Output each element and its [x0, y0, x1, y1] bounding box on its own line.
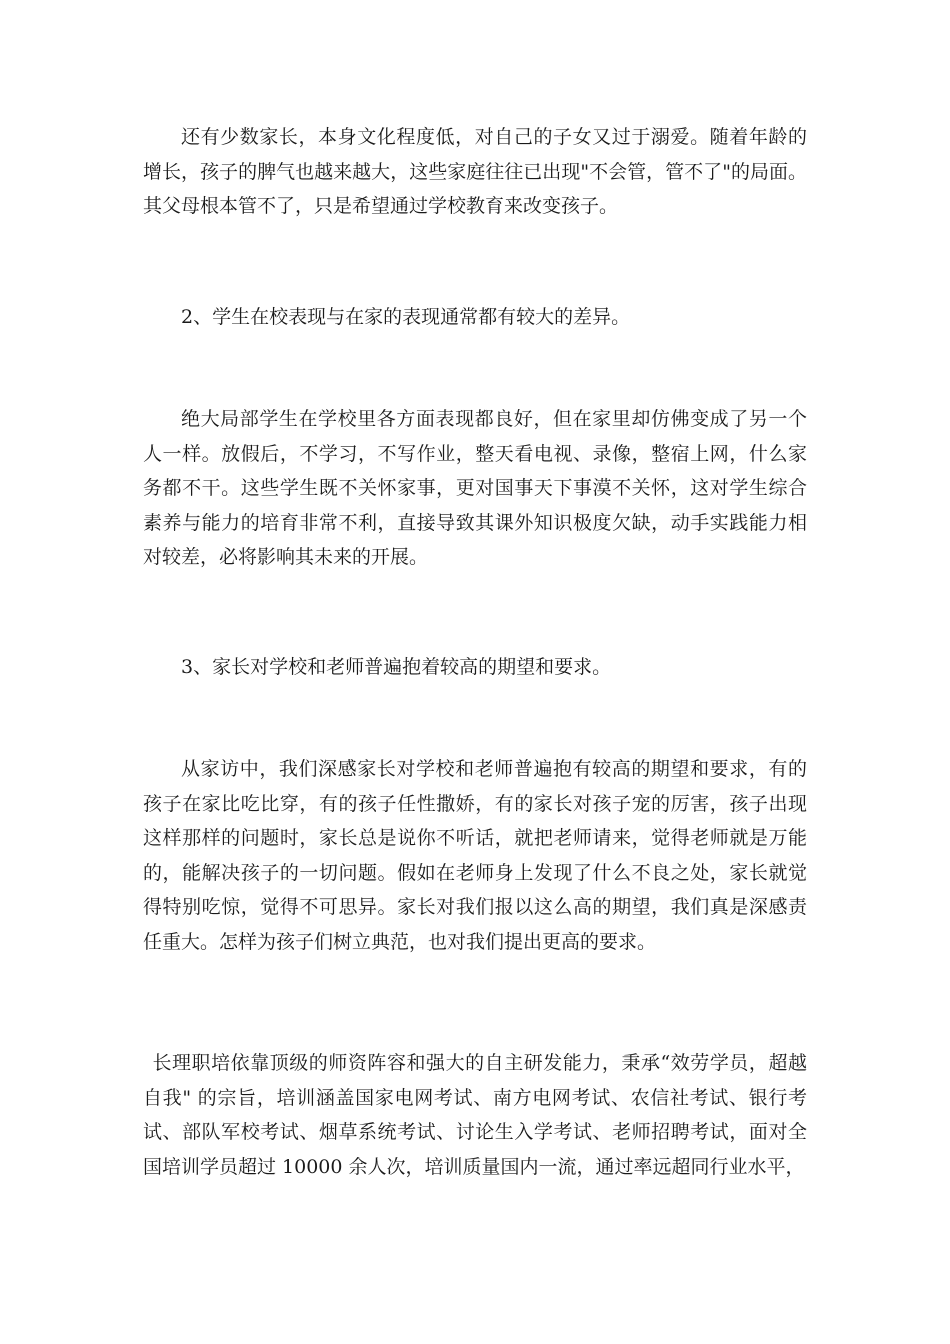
paragraph-parent-expectations: 从家访中，我们深感家长对学校和老师普遍抱有较高的期望和要求，有的孩子在家比吃比穿，有的孩子任性撒娇，有的家长对孩子宠的厉害，孩子出现这样那样的问题时，家长总是说你不听话，就把老师请来，觉得老师就是万能的，能解决孩子的一切问题。假如在老师身上发现了什么不良之处，家长就觉得特别吃惊，觉得不可思异。家长对我们报以这么高的期望，我们真是深感责任重大。怎样为孩子们树立典范，也对我们提出更高的要求。 — [143, 758, 807, 953]
paragraph-parent-education: 还有少数家长，本身文化程度低，对自己的子女又过于溺爱。随着年龄的增长，孩子的脾气也越来越大，这些家庭往往已出现"不会管，管不了"的局面。其父母根本管不了，只是希望通过学校教育来改变孩子。 — [143, 126, 807, 218]
section-heading-2: 2、学生在校表现与在家的表现通常都有较大的差异。 — [181, 306, 631, 328]
paragraph-training-promo: 长理职培依靠顶级的师资阵容和强大的自主研发能力，秉承“效劳学员，超越自我" 的宗旨，培训涵盖国家电网考试、南方电网考试、农信社考试、银行考试、部队军校考试、烟草系统考试、讨论生入学考试、老师招聘考试，面对全国培训学员超过 10000 余人次，培训质量国内一流，通过率远超同行业水平， — [143, 1052, 807, 1178]
section-heading-3: 3、家长对学校和老师普遍抱着较高的期望和要求。 — [181, 656, 612, 678]
paragraph-student-behavior: 绝大局部学生在学校里各方面表现都良好，但在家里却仿佛变成了另一个人一样。放假后，不学习，不写作业，整天看电视、录像，整宿上网，什么家务都不干。这些学生既不关怀家事，更对国事天下事漠不关怀，这对学生综合素养与能力的培育非常不利，直接导致其课外知识极度欠缺，动手实践能力相对较差，必将影响其未来的开展。 — [143, 408, 807, 569]
